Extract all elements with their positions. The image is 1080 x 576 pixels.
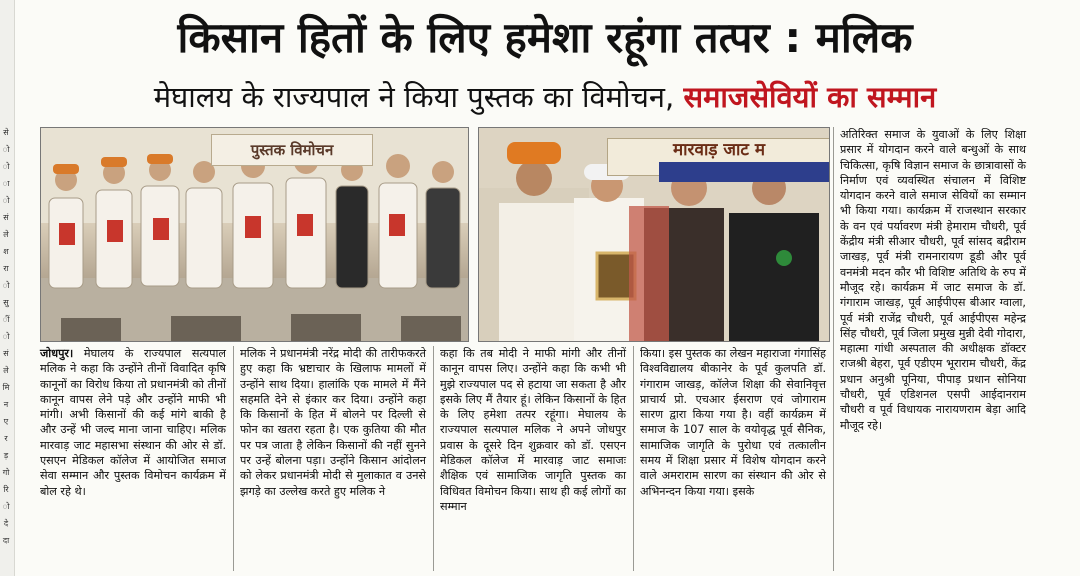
margin-fragment: ड़ xyxy=(3,451,9,460)
photo-banner-blue-strip xyxy=(659,162,829,182)
photo-banner-book-release: पुस्तक विमोचन xyxy=(211,134,373,166)
margin-fragment: रा xyxy=(3,264,9,273)
subheadline-main: मेघालय के राज्यपाल ने किया पुस्तक का विमोचन, xyxy=(153,80,675,114)
subheadline xyxy=(20,75,1070,119)
margin-fragment: सं xyxy=(3,349,9,358)
margin-fragment: मि xyxy=(2,383,10,392)
margin-fragment: सु xyxy=(3,298,9,307)
margin-fragment: न xyxy=(3,400,9,409)
photo-book-release xyxy=(40,127,469,342)
margin-fragment: ले xyxy=(3,366,9,375)
margin-fragment: ए xyxy=(3,417,9,426)
left-margin-strip xyxy=(0,0,15,576)
margin-fragment: सं xyxy=(3,213,9,222)
margin-fragment: ले xyxy=(3,230,9,239)
margin-fragment: गो xyxy=(2,468,10,477)
column-rule xyxy=(433,346,434,571)
margin-fragment: ो xyxy=(2,502,10,511)
photo-banner-marwar-jat: मारवाड़ जाट म xyxy=(607,138,830,176)
article-text: अतिरिक्त समाज के युवाओं के लिए शिक्षा प्रसार में योगदान करने वाले बन्धुओं के साथ चिकित्सा, कृषि विज्ञान समाज के छात्रावासों के निर्माण एवं व्यवस्थित संचालन में विशिष्ट योगदान करने वाले समाज सेवियों का सम्मान भी किया गया। कार्यक्रम में राजस्थान सरकार के वन एवं पर्यावरण मंत्री हेमाराम चौधरी, पूर्व केंद्रीय मंत्री सीआर चौधरी, पूर्व सांसद बद्रीराम जाखड़, पूर्व मंत्री रामनारायण डूडी और पूर्व वनमंत्री मदन कौर भी विशिष्ट अतिथि के रुप में मौजूद रहे। कार्यक्रम में जाट समाज के डॉ. गंगाराम जाखड़, पूर्व आईपीएस बीआर ग्वाला, पूर्व मंत्री राजेंद्र चौधरी, पूर्व आईपीएस महेन्द्र सिंह चौधरी, पूर्व जिला प्रमुख मुन्नी देवी गोदारा, महात्मा गांधी अस्पताल की अधीक्षक डॉक्टर राजश्री बेहरा, पूर्व एडीएम भूराराम चौधरी, केंद्र प्रधान अनुश्री पूनिया, पीपाड़ प्रधान सोनिया चौधरी, पूर्व एडिशनल एसपी आईदानराम चौधरी व पूर्व विधायक नारायणराम बेड़ा आदि मौजूद रहे। xyxy=(840,128,1026,432)
margin-fragment: श xyxy=(3,247,9,256)
margin-fragment: रि xyxy=(3,485,9,494)
margin-fragment: ो xyxy=(2,196,10,205)
margin-fragment: ा xyxy=(2,179,10,188)
dateline: जोधपुर। xyxy=(40,347,74,360)
margin-fragment: से xyxy=(3,128,9,137)
article-text: मलिक ने प्रधानमंत्री नरेंद्र मोदी की तारीफकरते हुए कहा कि भ्रष्टाचार के खिलाफ मामलों में उन्होंने साथ दिया। हालांकि एक मामले में मैंने सहमति देने से इंकार कर दिया। उन्होंने कहा कि किसानों के हित में बोलने पर दिल्ली से फोन का खतरा रहता है। एक कुतिया की मौत पर पत्र जाता है लेकिन किसानों की नहीं सुनने पर उन्हें बोलना पड़ा। उन्होंने किसान आंदोलन को लेकर प्रधानमंत्री मोदी से मुलाकात व उनसे झगड़े का उल्लेख करते हुए मलिक ने xyxy=(240,347,426,498)
column-rule xyxy=(633,346,634,571)
margin-fragment: ीं xyxy=(2,315,10,324)
article-column-2 xyxy=(240,346,426,499)
margin-fragment: ो xyxy=(2,281,10,290)
subheadline-highlight: समाजसेवियों का सम्मान xyxy=(683,80,937,114)
margin-fragment: ो xyxy=(2,162,10,171)
column-rule xyxy=(833,127,834,571)
article-column-5 xyxy=(840,127,1026,433)
article-text: किया। इस पुस्तक का लेखन महाराजा गंगासिंह विश्वविद्यालय बीकानेर के पूर्व कुलपति डॉ. गंगाराम जाखड़, कॉलेज शिक्षा की सेवानिवृत्त प्राचार्य प्रो. एचआर ईसराण एवं जोगाराम सारण द्वारा किया गया है। वहीं कार्यक्रम में समाज के 107 साल के वयोवृद्ध पूर्व सैनिक, सामाजिक जागृति के पुरोधा एवं तत्कालीन समय में शिक्षा प्रसार में विशेष योगदान करने वाले अमराराम सारण का संस्थान की ओर से अभिनन्दन किया गया। इसके xyxy=(640,347,826,498)
margin-fragment: दा xyxy=(2,536,10,545)
margin-fragment: ो xyxy=(2,145,10,154)
article-column-1 xyxy=(40,346,226,499)
headline: किसान हितों के लिए हमेशा रहूंगा तत्पर : मलिक xyxy=(177,13,913,62)
article-column-4 xyxy=(640,346,826,499)
margin-fragment: र xyxy=(4,434,8,443)
article-text: मेघालय के राज्यपाल सत्यपाल मलिक ने कहा कि उन्होंने तीनों विवादित कृषि कानूनों का विरोध किया तो प्रधानमंत्री को तीनों कानून वापस लेने पड़े और उन्होंने माफी भी मांगी। अभी किसानों की कई मांगे बाकी है और उन्हें भी जल्द माना जाना चाहिए। मलिक मारवाड़ जाट महासभा संस्थान की ओर से डॉ. एसएन मेडिकल कॉलेज में आयोजित समाज सेवा सम्मान और पुस्तक विमोचन कार्यक्रम में बोल रहे थे। xyxy=(40,347,226,498)
column-rule xyxy=(233,346,234,571)
photo-felicitation xyxy=(478,127,830,342)
article-column-3 xyxy=(440,346,626,514)
article-text: कहा कि तब मोदी ने माफी मांगी और तीनों कानून वापस लिए। उन्होंने कहा कि कभी भी मुझे राज्यपाल पद से हटाया जा सकता है और इसके लिए मैं तैयार हूं। लेकिन किसानों के हित के लिए हमेशा तत्पर रहूंगा। मेघालय के राज्यपाल सत्यपाल मलिक ने अपने जोधपुर प्रवास के दूसरे दिन शुक्रवार को डॉ. एसएन मेडिकल कॉलेज में मारवाड़ जाट समाजः शैक्षिक एवं सामाजिक जागृति पुस्तक का विधिवत विमोचन किया। साथ ही कई लोगों का सम्मान xyxy=(440,347,626,513)
margin-fragment: दे xyxy=(3,519,9,528)
margin-fragment: ो xyxy=(2,332,10,341)
